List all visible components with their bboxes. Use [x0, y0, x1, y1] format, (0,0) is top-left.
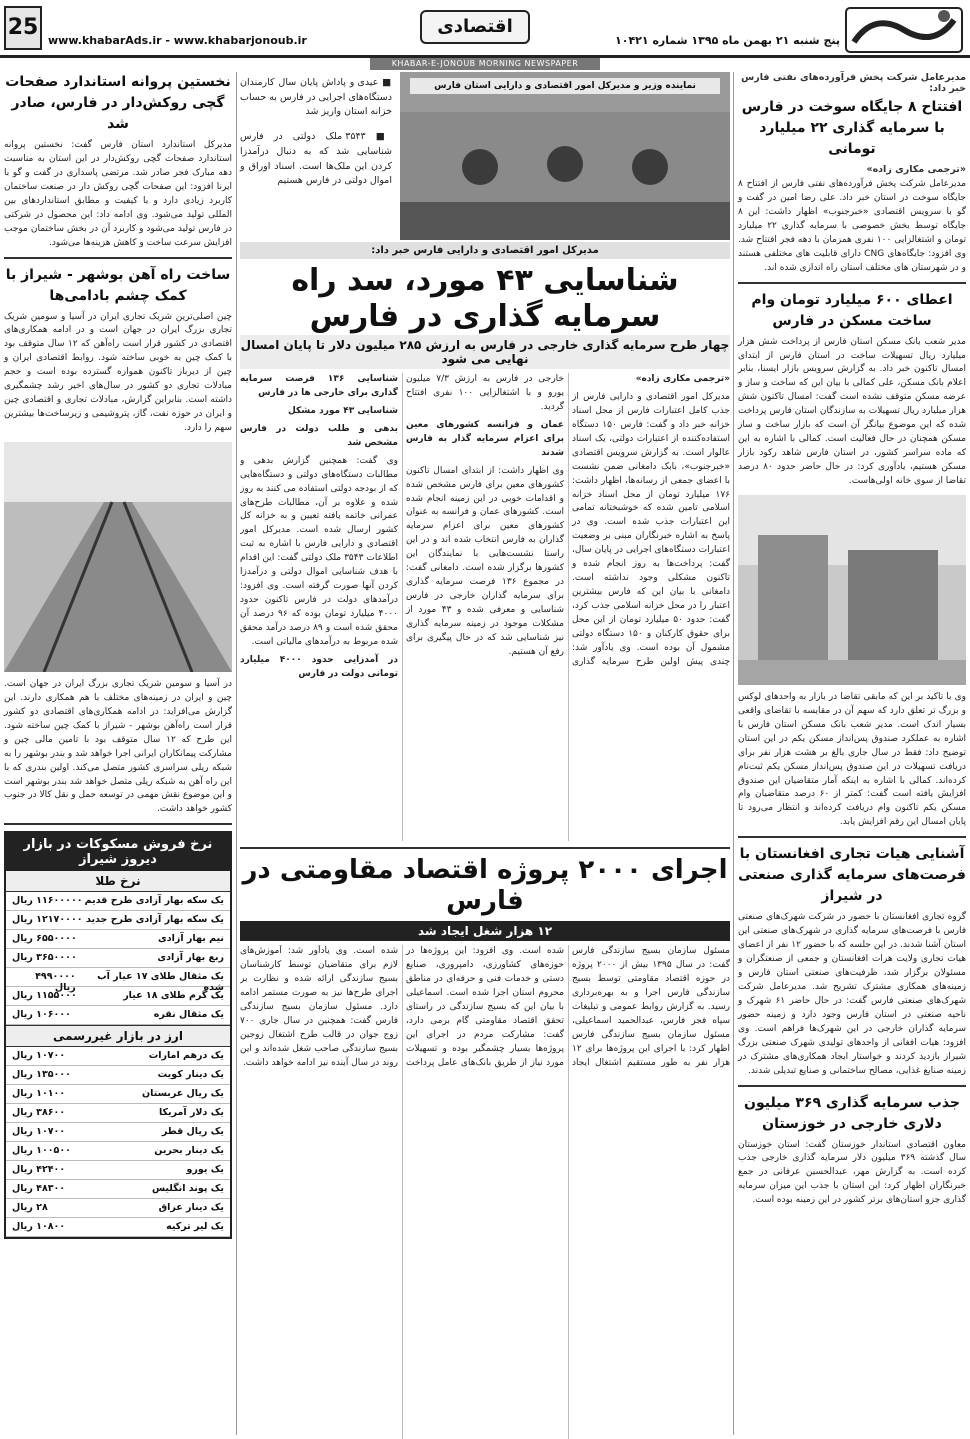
price-item-value: ۴۸۳۰۰ ریال	[12, 1183, 66, 1195]
left-story1-body: مدیرکل استاندارد استان فارس گفت: نخستین پروانه استاندارد صفحات گچی روکش‌دار در این استان به مناسبت دهه مبارک فجر صادر شد. مرتضی پاسداری در گفت و گو با ایرنا افزود: این صفحات گچی روکش دار در صنعت ساختمان کاربرد زیادی دارد و با کیفیت و مطابق استانداردهای بین المللی تولید می‌شود. وی ادامه داد: این محصول در شرکتی در فارس تولید می‌شود و کاربرد آن در بخش ساختمان موجب افزایش سرعت ساخت و کاهش هزینه‌ها می‌شود.	[4, 140, 232, 248]
price-item-value: ۱۰۷۰۰ ریال	[12, 1126, 66, 1138]
price-item-value: ۱۰۰۵۰۰ ریال	[12, 1145, 71, 1157]
section-title: اقتصادی	[420, 10, 530, 44]
left-story2-body-cont: در آسیا و سومین شریک تجاری بزرگ ایران در جهان است. چین و ایران در زمینه‌های مختلف با هم همکاری دارند. این گزارش می‌افزاید: در ادامه همکاری‌های اقتصادی دو کشور قرار است راه‌آهن بوشهر - شیراز با کمک چین ساخته شود. این طرح که ۱۲ سال متوقف بود با تامین مالی چین و مشارکت پیمانکاران ایرانی اجرا خواهد شد و بندر بوشهر را به شبکه ریلی سراسری کشور متصل می‌کند. اولین بندری که با این راه آهن به شبکه ریلی متصل خواهد شد بندر بوشهر است و این موضوع نقش مهمی در توسعه حمل و نقل کالا در جنوب کشور خواهد داشت.	[4, 678, 232, 815]
story3-body: گروه تجاری افغانستان با حضور در شرکت شهرک‌های صنعتی فارس با فرصت‌های سرمایه گذاری در شهرک‌های صنعتی این استان آشنا شدند. در این جلسه که با حضور ۱۲ نفر از اعضای هیات تجاری ولایت هرات افغانستان و جمعی از صنعتگران و مسئولان برگزار شد، ظرفیت‌های صنعتی استان فارس و زمینه‌های همکاری مشترک تشریح شد. مدیرعامل شرکت شهرک‌های صنعتی فارس گفت: در حال حاضر ۶۱ شهرک و ناحیه صنعتی در استان فارس وجود دارد و زمینه حضور سرمایه گذاران خارجی در این شهرک‌ها فراهم است. وی افزود: هیات افغانی از واحدهای تولیدی شهرک صنعتی بزرگ شیراز بازدید کردند و خواستار ایجاد همکاری‌های مشترک در زمینه صنایع غذایی، مصالح ساختمانی و صنایع تبدیلی شدند.	[738, 912, 966, 1076]
page-number: 25	[4, 6, 42, 50]
left-story2-title: ساخت راه آهن بوشهر - شیراز با کمک چشم بادامی‌ها	[5, 266, 231, 304]
fx-section-title: ارز در بازار غیررسمی	[6, 1025, 230, 1047]
column-divider	[733, 72, 734, 1435]
gold-section-title: نرخ طلا	[6, 871, 230, 892]
price-row	[6, 930, 230, 949]
lead-subhead: بدهی و طلب دولت در فارس مشخص شد	[240, 423, 398, 448]
story2-body-cont: وی با تاکید بر این که مابقی تقاضا در بازار به واحدهای لوکس و بزرگ تر تعلق دارد که سهم آن در مقایسه با تقاضای واقعی بسیار اندک است. مدیر شعب بانک مسکن استان فارس با اشاره به عملکرد صندوق پس‌انداز مسکن یکم در این استان توضیح داد: فقط در سال جاری بالغ بر هشت هزار نفر برای دریافت تسهیلات در این صندوق پس‌انداز مسکن یکم ثبت‌نام کرده‌اند. کمالی با اشاره به اینکه آمار متقاضیان این صندوق افزایش یافته است گفت: کمتر از ۶۰ درصد متقاضیان وام مسکن یکم تاکنون وام دریافت کرده‌اند و انتظار می‌رود تا پایان امسال این رقم افزایش یابد.	[738, 691, 967, 828]
meeting-image	[400, 72, 730, 240]
second-subheadline: ۱۲ هزار شغل ایجاد شد	[240, 921, 730, 941]
story4-title: جذب سرمایه گذاری ۳۶۹ میلیون دلاری خارجی در خوزستان	[744, 1094, 960, 1132]
housing-photo	[738, 495, 966, 685]
price-row	[6, 1047, 230, 1066]
price-row	[6, 1180, 230, 1199]
railway-photo	[4, 442, 232, 672]
price-table-title: نرخ فروش مسکوکات در بازار دیروز شیراز	[6, 833, 230, 871]
price-item-value: ۶۵۵۰۰۰۰ ریال	[12, 933, 77, 945]
bullet-list	[240, 72, 392, 240]
price-row	[6, 911, 230, 930]
price-row	[6, 1123, 230, 1142]
price-item-value: ۴۲۴۰۰ ریال	[12, 1164, 66, 1176]
story3-title: آشنایی هیات تجاری افغانستان با فرصت‌های سرمایه گذاری صنعتی در شیراز	[738, 846, 966, 905]
price-row	[6, 1218, 230, 1237]
photo-banner: نماینده وزیر و مدیرکل امور اقتصادی و دارایی استان فارس	[410, 78, 720, 94]
photo-caption: مدیرکل امور اقتصادی و دارایی فارس خبر داد:	[240, 242, 730, 259]
price-item-name: یک گرم طلای ۱۸ عیار	[123, 990, 224, 1002]
price-item-name: یک دینار عراق	[158, 1202, 224, 1214]
divider	[738, 1085, 966, 1087]
lead-subhead: در آمدزایی حدود ۴۰۰۰ میلیارد تومانی دولت در فارس	[240, 654, 398, 679]
price-row	[6, 987, 230, 1006]
price-item-name: ربع بهار آزادی	[157, 952, 224, 964]
price-item-name: یک یورو	[186, 1164, 224, 1176]
website-urls[interactable]: www.khabarAds.ir - www.khabarjonoub.ir	[48, 34, 307, 47]
lead-paragraph: وی اظهار داشت: از ابتدای امسال تاکنون کشورهای معین برای فارس مشخص شده و اقدامات خوبی در این زمینه انجام شده است. کشورهای عمان و فرانسه به عنوان کشورهای معین برای اعزام سرمایه گذاران به فارس انتخاب شده اند و در این راستا نشست‌هایی با نمایندگان این کشورها برگزار شده است. دامغانی گفت: در مجموع ۱۳۶ فرصت سرمایه گذاری برای سرمایه گذاران خارجی در فارس شناسایی و معرفی شده و ۴۳ مورد از مشکلات موجود در زمینه سرمایه گذاری نیز شناسایی شد که در حال پیگیری برای رفع آن هستیم.	[406, 465, 564, 657]
divider	[4, 257, 232, 259]
fx-price-list	[6, 1047, 230, 1237]
price-item-name: یک سکه بهار آزادی طرح جدید	[86, 914, 224, 926]
price-item-name: یک دینار بحرین	[154, 1145, 224, 1157]
gold-price-list	[6, 892, 230, 1025]
divider	[4, 823, 232, 825]
price-item-value: ۳۸۶۰۰ ریال	[12, 1107, 66, 1119]
lead-byline: «ترجمی مکاری زاده»	[635, 374, 730, 384]
price-row	[6, 892, 230, 911]
divider	[240, 847, 730, 849]
lead-subhead: شناسایی ۴۳ مورد مشکل	[287, 405, 398, 416]
lead-subheadline: چهار طرح سرمایه گذاری خارجی در فارس به ارزش ۲۸۵ میلیون دلار تا پایان امسال نهایی می شود	[240, 335, 730, 369]
second-paragraph: مسئول سازمان بسیج سازندگی فارس گفت: در سال ۱۳۹۵ بیش از ۲۰۰۰ پروژه در حوزه اقتصاد مقاومتی توسط بسیج سازندگی فارس اجرا و به بهره‌برداری رسید. به گزارش روابط عمومی و تبلیغات سپاه فجر فارس، عبدالحمید اسماعیلی، مسئول سازمان بسیج سازندگی فارس اظهار کرد: با اجرای این پروژه‌ها برای ۱۲ هزار نفر به طور مستقیم اشتغال ایجاد شده است. وی افزود: این پروژه‌ها در حوزه‌های کشاورزی، دامپروری، صنایع دستی و خدمات فنی و حرفه‌ای در مناطق محروم استان اجرا شده است. اسماعیلی با بیان این که بسیج سازندگی در راستای تحقق اقتصاد مقاومتی گام برمی دارد، گفت: مشارکت مردم در اجرای این پروژه‌ها بسیار چشمگیر بوده و تسهیلات مورد نیاز از طریق بانک‌های عامل پرداخت شده است. وی یادآور شد: آموزش‌های لازم برای متقاضیان توسط کارشناسان بسیج سازندگی ارائه شده و نظارت بر اجرای طرح‌ها نیز به صورت مستمر ادامه دارد. مسئول سازمان بسیج سازندگی فارس گفت: همچنین در سال جاری ۷۰۰ زوج جوان در قالب طرح اشتغال زوجین بسیج سازندگی صاحب شغل شده‌اند و این روند در سال آینده نیز ادامه خواهد داشت.	[240, 946, 730, 1068]
bullet-item: ■ ۳۵۴۳ ملک دولتی در فارس شناسایی شد که به دنبال درآمدزا کردن این ملک‌ها است. اسناد اوراق و اموال دولتی در فارس هستیم	[240, 131, 392, 187]
lead-subhead: عمان و فرانسه کشورهای معین برای اعزام سرمایه گذار به فارس شدند	[406, 419, 564, 458]
right-column	[738, 72, 966, 1435]
price-item-name: یک درهم امارات	[148, 1050, 224, 1062]
price-item-value: ۱۳۵۰۰۰ ریال	[12, 1069, 71, 1081]
price-item-value: ۱۰۸۰۰ ریال	[12, 1221, 66, 1233]
price-item-value: ۱۰۱۰۰ ریال	[12, 1088, 66, 1100]
left-story1-title: نخستین پروانه استاندارد صفحات گچی روکش‌دار در فارس، صادر شد	[5, 74, 231, 132]
price-item-value: ۱۲۱۷۰۰۰۰ ریال	[12, 914, 83, 926]
story1-body: مدیرعامل شرکت پخش فرآورده‌های نفتی فارس از افتتاح ۸ جایگاه سوخت در استان خبر داد. علی رضا امین در گفت و گو با سرویس اقتصادی «خبرجنوب» اظهار داشت: این ۸ جایگاه توسط بخش خصوصی با سرمایه گذاری ۲۲ میلیارد تومان و اشتغالزایی ۱۰۰ نفری همزمان با دهه فجر افتتاح شد. وی افزود: جایگاه‌های CNG دارای قابلیت های مختلفی هستند و در شهرستان های مختلف استان راه اندازی شده اند.	[738, 179, 967, 273]
price-item-name: یک دینار کویت	[157, 1069, 224, 1081]
left-story2-body: چین اصلی‌ترین شریک تجاری ایران در آسیا و سومین شریک تجاری بزرگ ایران در جهان است و در ادامه همکاری‌های اقتصادی در کشور قرار است راه‌آهن که ۱۲ سال متوقف بود با کمک چین به خوبی ساخته شود. روابط اقتصادی ایران و چین از دیرباز تاکنون همواره گسترده بوده است و حجم مبادلات تجاری دو کشور در سال‌های اخیر رشد چشمگیری داشته است. بنابراین گزارش، مبادلات تجاری و اقتصادی چین و ایران در حوزه نفت، گاز، پتروشیمی و زیرساخت‌ها بیشترین سهم را دارد.	[4, 311, 232, 433]
story1-kicker: مدیرعامل شرکت پخش فرآورده‌های نفتی فارس خبر داد:	[741, 72, 966, 94]
price-item-name: یک مثقال طلای ۱۷ عیار آب شده	[97, 971, 224, 994]
price-item-name: نیم بهار آزادی	[158, 933, 224, 945]
price-item-value: ۴۹۹۰۰۰۰ ریال	[35, 971, 76, 994]
story1-byline: «ترجمی مکاری زاده»	[866, 164, 966, 175]
price-item-name: یک پوند انگلیس	[151, 1183, 224, 1195]
masthead	[0, 0, 970, 58]
price-item-name: یک ریال قطر	[161, 1126, 224, 1138]
price-item-name: یک مثقال نقره	[153, 1009, 224, 1021]
middle-column	[240, 72, 730, 1435]
lead-paragraph: وی گفت: همچنین گزارش بدهی و مطالبات دستگاه‌های دولتی و دستگاه‌هایی که از بودجه دولتی استفاده می کنند به روز شده و علاوه بر آن، مطالبات طرح‌های عمرانی خاتمه یافته تعیین و به خزانه کل کشور ارسال شده است. مدیرکل امور اقتصادی و دارایی فارس با اشاره به ثبت اطلاعات ۳۵۴۳ ملک دولتی گفت: این اقدام با هدف شناسایی اموال دولتی و درآمدزا کردن آنها صورت گرفته است. وی افزود: درآمدهای دولت در فارس تاکنون حدود ۴۰۰۰ میلیارد تومان بوده که ۹۶ درصد آن محقق شده است و ۸۹ درصد درآمد محقق شده مربوط به درآمدهای مالیاتی است.	[240, 455, 399, 647]
officials-meeting-photo	[400, 72, 730, 240]
price-item-name: یک لیر ترکیه	[166, 1221, 224, 1233]
story1-title: افتتاح ۸ جایگاه سوخت در فارس با سرمایه گذاری ۲۲ میلیارد تومانی	[741, 99, 963, 157]
newspaper-logo	[844, 2, 964, 56]
price-item-value: ۱۱۵۵۰۰۰ ریال	[12, 990, 77, 1002]
divider	[738, 836, 966, 838]
lead-photo-block	[240, 72, 730, 240]
price-item-value: ۱۱۶۰۰۰۰۰ ریال	[12, 895, 83, 907]
story4-body: معاون اقتصادی استاندار خوزستان گفت: استان خوزستان سال گذشته ۳۶۹ میلیون دلار سرمایه گذاری خارجی جذب کرده است. به گزارش مهر، عبدالحسین عرفانی در جمع خبرنگاران اظهار کرد: این استان با جذب این میزان سرمایه گذاری جزو استان‌های برتر کشور در این زمینه بوده است.	[738, 1139, 967, 1206]
divider	[738, 282, 966, 284]
left-column	[4, 72, 232, 1435]
lead-subhead: شناسایی ۱۳۶ فرصت سرمایه گذاری برای خارجی ها در فارس	[240, 374, 398, 398]
price-item-name: یک سکه بهار آزادی طرح قدیم	[84, 895, 224, 907]
lead-headline: شناسایی ۴۳ مورد، سد راه سرمایه گذاری در فارس	[291, 263, 679, 334]
price-row	[6, 1199, 230, 1218]
price-item-name: یک دلار آمریکا	[158, 1107, 224, 1119]
price-row	[6, 1085, 230, 1104]
issue-date: پنج شنبه ۲۱ بهمن ماه ۱۳۹۵ شماره ۱۰۴۲۱	[615, 34, 840, 47]
coin-price-table	[4, 831, 232, 1239]
story2-body: مدیر شعب بانک مسکن استان فارس از پرداخت شش هزار میلیارد ریال تسهیلات ساخت در استان فارس از ابتدای امسال تاکنون خبر داد. به گزارش سرویس بازار ایسنا، بنابر اعلام بانک مسکن، علی کمالی با بیان این که ساخت و ساز و عرضه مسکن متوقف نشده است گفت: امسال تاکنون شش هزار میلیارد ریال تسهیلات به سازندگان استان فارس پرداخت شده که این موضوع بیانگر آن است که بازار ساخت و ساز مسکن همچنان در حال فعالیت است. کمالی با اشاره به این که ماده سراسر کشور، در استان فارس شاهد رکود بازار مسکن هستیم، یادآوری کرد: در حال حاضر حدود ۸۰ درصد تقاضا از سوی خانه اولی‌هاست.	[738, 336, 966, 486]
price-row	[6, 1066, 230, 1085]
railroad-tracks-image	[4, 442, 232, 672]
price-item-value: ۱۰۷۰۰ ریال	[12, 1050, 66, 1062]
bullet-item: ■ عیدی و پاداش پایان سال کارمندان دستگاه‌های اجرایی در فارس به حساب خزانه استان واریز شد	[240, 77, 392, 118]
lead-paragraph: مدیرکل امور اقتصادی و دارایی فارس از جذب کامل اعتبارات فارس از محل اسناد خزانه خبر داد و گفت: فارس ۱۵۰ دستگاه استفاده‌کننده از اعتبارات دولتی، یک اسناد عالوار است. به گزارش سرویس اقتصادی «خبرجنوب»، بابک دامغانی ضمن نشست با اعضای جمعی از رسانه‌ها، اظهار داشت: ۱۷۶ میلیارد تومان از محل اسناد خزانه اسلامی تامین شده که خوشبختانه تمامی این اعتبارات جذب شده است. وی در پاسخ به اشاره خبرنگاران مبنی بر وضعیت اعتبارات دستگاه‌های اجرایی در پایان سال، گفت: پرداخت‌ها به روز انجام شده و تاکنون مشکلی وجود نداشته است. دامغانی با بیان این که فارس بیشترین اعتبار را در محل خزانه اسلامی جذب کرد، گفت: حدود ۵۰ میلیارد تومان از این محل برای حقوق کارکنان و ۱۵۰ دستگاه دولتی مشمول آن بوده است. وی یادآور شد: چندی پیش اولین طرح سرمایه گذاری خارجی در فارس به ارزش ۷/۳ میلیون یورو و با اشتغالزایی ۱۰۰ نفری افتتاح گردید.	[406, 374, 730, 667]
second-article-body	[240, 945, 730, 1439]
price-row	[6, 1006, 230, 1025]
price-item-name: یک ریال عربستان	[142, 1088, 224, 1100]
price-row	[6, 1104, 230, 1123]
morning-newspaper-banner: KHABAR-E-JONOUB MORNING NEWSPAPER	[370, 58, 600, 70]
price-row	[6, 1142, 230, 1161]
story2-title: اعطای ۶۰۰ میلیارد تومان وام ساخت مسکن در فارس	[751, 291, 953, 329]
price-item-value: ۱۰۶۰۰۰ ریال	[12, 1009, 71, 1021]
price-row	[6, 949, 230, 968]
second-headline: اجرای ۲۰۰۰ پروژه اقتصاد مقاومتی در فارس	[242, 855, 728, 917]
price-item-value: ۲۸ ریال	[12, 1202, 48, 1214]
price-row	[6, 1161, 230, 1180]
price-item-value: ۳۶۵۰۰۰۰ ریال	[12, 952, 77, 964]
lead-article-body	[240, 373, 730, 841]
apartment-buildings-image	[738, 495, 966, 685]
price-row	[6, 968, 230, 994]
column-divider	[236, 72, 237, 1435]
